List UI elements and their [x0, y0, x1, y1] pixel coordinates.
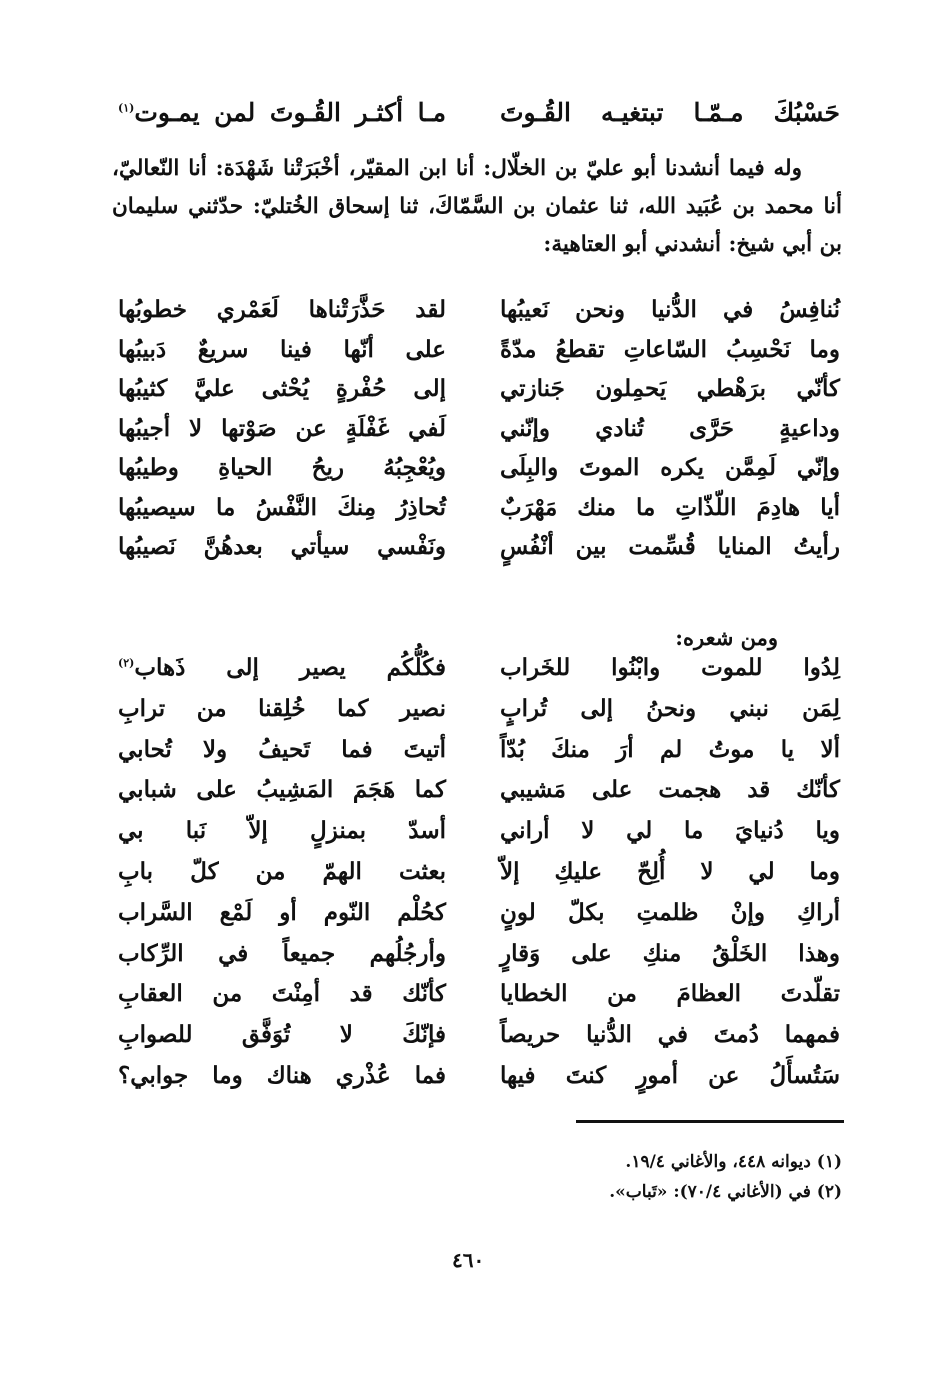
poem-2-heading: ومن شعره: — [675, 625, 778, 650]
poem1-verse-4-right — [500, 414, 840, 442]
hemistich: أتيتَ فما تَحيفُ ولا تُحابي — [118, 735, 446, 763]
hemistich: لِدُوا للموت وابْنُوا للخَراب — [500, 654, 840, 681]
hemistich: تُحاذِرُ مِنكَ النَّفْسُ ما سيصيبُها — [118, 493, 446, 521]
footnote-ref: (٢) — [118, 656, 135, 670]
hemistich: كأنّك قد هجمت على مَشيبي — [500, 776, 840, 804]
poem2-verse-2-right — [500, 694, 840, 722]
hemistich: ونَفْسي سيأتي بعدهُنَّ نَصيبُها — [118, 533, 446, 560]
poem2-verse-11-left — [118, 1064, 446, 1087]
poem2-verse-7-left — [118, 898, 446, 926]
poem2-verse-6-right — [500, 860, 840, 883]
poem2-verse-3-right — [500, 735, 840, 763]
poem2-verse-11-right — [500, 1064, 840, 1087]
poem2-verse-3-left — [118, 735, 446, 763]
hemistich: سَتُسأَلُ عن أمورٍ كنتَ فيها — [500, 1062, 840, 1089]
poem1-verse-3-right — [500, 377, 840, 400]
poem2-verse-5-left — [118, 817, 446, 845]
poem1-verse-7-left — [118, 535, 446, 558]
poem1-verse-5-right — [500, 456, 840, 479]
poem2-verse-7-right — [500, 898, 840, 926]
hemistich: لِمَن نبني ونحنُ إلى تُرابٍ — [500, 694, 840, 722]
hemistich: كأنّي برَهْطي يَحمِلون جَنازتي — [500, 375, 840, 402]
hemistich: أيا هادِمَ اللّذّاتِ ما منك مَهْرَبٌ — [500, 493, 840, 521]
hemistich: بعثت الهمّ من كلّ بابِ — [118, 858, 446, 885]
hemistich: وما لي لا أُلِحّ عليكِ إلاّ — [500, 858, 840, 885]
poem2-verse-1-right — [500, 656, 840, 679]
poem1-verse-6-left — [118, 493, 446, 521]
poem1-verse-5-left — [118, 456, 446, 479]
hemistich: وإنّي لَمِمَّن يكره الموتَ والبِلَى — [500, 454, 840, 481]
hemistich: لقد حَذَّرَتْناها لَعَمْري خطوبُها — [118, 296, 446, 323]
hemistich: ويُعْجِبُهُ ريحُ الحياةِ وطيبُها — [118, 454, 446, 481]
hemistich: تقلّدتَ العظامَ من الخطايا — [500, 980, 840, 1008]
hemistich: إلى حُفْرةٍ يُحْثى عليَّ كثيبُها — [118, 375, 446, 402]
hemistich: كأنّك قد أمِنْتَ من العقابِ — [118, 980, 446, 1008]
poem2-verse-4-left — [118, 776, 446, 804]
opening-verse-right: حَسْبُكَ مـمّـا تبتغيـه القُـوتَ — [500, 98, 840, 127]
hemistich: نُنافِسُ في الدُّنيا ونحن نَعيبُها — [500, 296, 840, 323]
hemistich: فما عُذْري هناك وما جوابي؟ — [118, 1062, 446, 1089]
intro-paragraph — [112, 150, 842, 264]
intro-text: وله فيما أنشدنا أبو عليّ بن الخلّال: أنا ابن المقيّر، أخْبَرَتْنا شَهْدَة: أنا النّعاليّ، أنا محمد بن عُبَيد الله، ثنا عثمان بن السَّمّاكَ، ثنا إسحاق الخُتليّ: حدّثني سليمان بن أبي شيخ: أنشدني أبو العتاهية: — [112, 156, 842, 257]
footnote-ref: (١) — [118, 101, 135, 115]
poem1-verse-6-right — [500, 493, 840, 521]
poem2-verse-9-left — [118, 980, 446, 1008]
hemistich: فإنّكَ لا تُوَفَّق للصوابِ — [118, 1021, 446, 1049]
hemistich: نصير كما خُلِقنا من ترابِ — [118, 694, 446, 722]
hemistich: ألا يا موتُ لم أرَ منكَ بُدّاً — [500, 735, 840, 763]
hemistich: وما نَحْسِبُ السّاعاتِ تقطعُ مدّةً — [500, 335, 840, 363]
poem2-verse-1-left — [118, 656, 446, 679]
poem2-verse-4-right — [500, 776, 840, 804]
poem1-verse-3-left — [118, 377, 446, 400]
poem2-verse-2-left — [118, 694, 446, 722]
footnote-divider — [576, 1120, 844, 1123]
poem2-verse-6-left — [118, 860, 446, 883]
hemistich: أراكِ وإنْ ظلمتِ بكلّ لونٍ — [500, 898, 840, 926]
hemistich: فمهما دُمتَ في الدُّنيا حريصاً — [500, 1021, 840, 1049]
poem1-verse-2-right — [500, 335, 840, 363]
hemistich: فكُلُّكُم يصير إلى ذَهاب — [134, 654, 446, 681]
hemistich: أسدّ بمنزلٍ إلاّ نَبا بي — [118, 817, 446, 845]
hemistich: وهذا الخَلْقُ منكِ على وَقارٍ — [500, 939, 840, 967]
poem1-verse-2-left — [118, 335, 446, 363]
poem2-verse-8-left — [118, 939, 446, 967]
hemistich: كما هَجَمَ المَشِيبُ على شبابي — [118, 776, 446, 804]
footnote-1: (١) ديوانه ٤٤٨، والأغاني ١٩/٤. — [625, 1152, 842, 1172]
hemistich: وداعيةٍ حَرَّى تُنادي وإنّني — [500, 414, 840, 442]
poem2-verse-8-right — [500, 939, 840, 967]
poem1-verse-4-left — [118, 414, 446, 442]
hemistich: لَفي غَفْلَةٍ عن صَوْتها لا أجيبُها — [118, 414, 446, 442]
poem1-verse-7-right — [500, 535, 840, 558]
footnote-2: (٢) في (الأغاني ٧٠/٤): «تَباب». — [609, 1182, 842, 1202]
hemistich: كحُلْم النّوم أو لَمْع السَّراب — [118, 898, 446, 926]
poem2-verse-9-right — [500, 980, 840, 1008]
page-number: ٤٦٠ — [452, 1248, 485, 1272]
hemistich: وأرجُلُهم جميعاً في الرِّكاب — [118, 939, 446, 967]
poem1-verse-1-right — [500, 298, 840, 321]
hemistich: على أنّها فينا سريعٌ دَبيبُها — [118, 335, 446, 363]
hemistich: رأيتُ المنايا قُسِّمت بين أنْفُسٍ — [500, 533, 840, 560]
opening-verse-left — [118, 100, 446, 125]
poem2-verse-5-right — [500, 817, 840, 845]
poem1-verse-1-left — [118, 298, 446, 321]
hemistich: ويا دُنيايَ ما لي لا أراني — [500, 817, 840, 845]
poem2-verse-10-right — [500, 1021, 840, 1049]
poem2-verse-10-left — [118, 1021, 446, 1049]
opening-verse-left-text: مـا أكثـر القُـوتَ لمن يمـوت — [134, 98, 446, 127]
